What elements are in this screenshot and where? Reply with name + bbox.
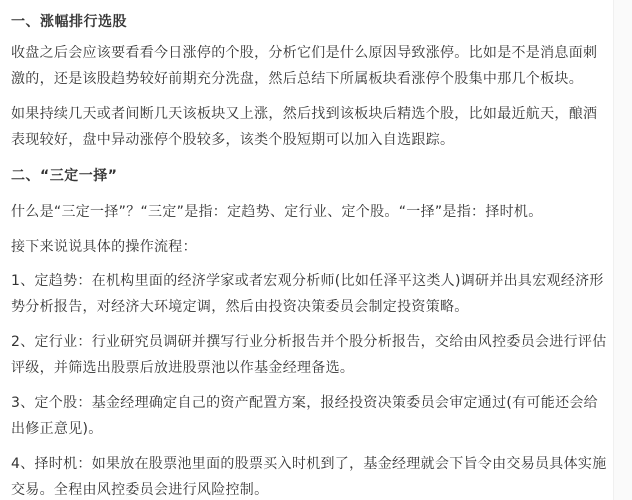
list-item: 3、定个股：基金经理确定自己的资产配置方案，报经投资决策委员会审定通过(有可能还会给出修正意见)。: [11, 395, 598, 437]
list-item: 2、定行业：行业研究员调研并撰写行业分析报告并个股分析报告，交给由风控委员会进行评估评级，并筛选出股票后放进股票池以作基金经理备选。: [11, 334, 607, 376]
paragraph: 如果持续几天或者间断几天该板块又上涨，然后找到该板块后精选个股，比如最近航天，酿酒表现较好，盘中异动涨停个股较多，该类个股短期可以加入自选跟踪。: [11, 106, 598, 148]
section-heading-1: 一、涨幅排行选股: [11, 14, 127, 30]
paragraph: 什么是“三定一择”？“三定”是指：定趋势、定行业、定个股。“一择”是指：择时机。: [11, 204, 543, 220]
page-edge: [613, 0, 632, 500]
section-heading-2: 二、“三定一择”: [11, 168, 118, 184]
paragraph: 收盘之后会应该要看看今日涨停的个股，分析它们是什么原因导致涨停。比如是不是消息面刺激的，还是该股趋势较好前期充分洗盘，然后总结下所属板块看涨停个股集中那几个板块。: [11, 45, 598, 87]
paragraph: 接下来说说具体的操作流程：: [11, 239, 197, 255]
list-item: 1、定趋势：在机构里面的经济学家或者宏观分析师(比如任泽平这类人)调研并出具宏观经济形势分析报告，对经济大环境定调，然后由投资决策委员会制定投资策略。: [11, 273, 604, 315]
list-item: 4、择时机：如果放在股票池里面的股票买入时机到了，基金经理就会下旨令由交易员具体实施交易。全程由风控委员会进行风险控制。: [11, 456, 607, 498]
